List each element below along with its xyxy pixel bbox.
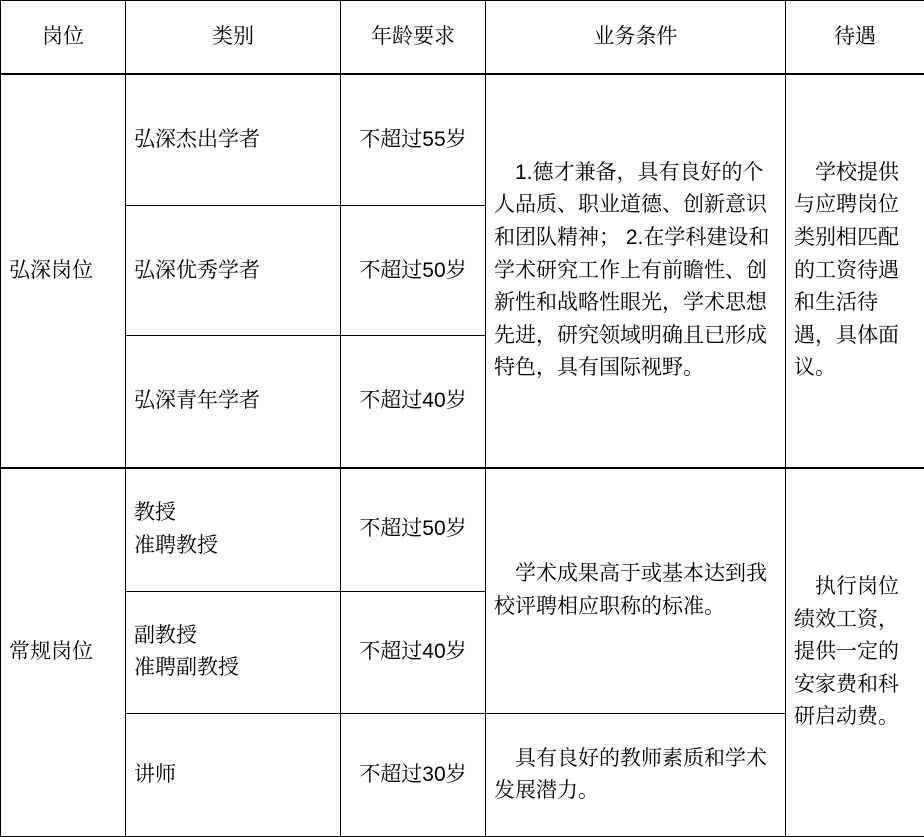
column-header-age: 年龄要求 — [341, 1, 486, 75]
category-cell: 弘深优秀学者 — [126, 206, 341, 336]
category-line-2: 准聘教授 — [134, 533, 218, 557]
table-header — [1, 1, 924, 75]
category-line-1: 副教授 — [134, 623, 197, 647]
post-group-hongshen: 弘深岗位 — [1, 74, 126, 468]
category-cell: 弘深青年学者 — [126, 336, 341, 468]
column-header-condition: 业务条件 — [486, 1, 786, 75]
category-cell — [126, 468, 341, 591]
category-cell — [126, 714, 341, 837]
table-row — [1, 74, 924, 206]
condition-cell — [486, 468, 786, 714]
pay-cell — [786, 74, 924, 468]
age-cell: 不超过30岁 — [341, 714, 486, 837]
age-cell: 不超过40岁 — [341, 336, 486, 468]
category-cell — [126, 591, 341, 714]
pay-text: 执行岗位绩效工资，提供一定的安家费和科研启动费。 — [794, 574, 899, 729]
condition-cell — [486, 714, 786, 837]
category-cell: 弘深杰出学者 — [126, 74, 341, 206]
pay-cell — [786, 468, 924, 837]
condition-text: 学术成果高于或基本达到我校评聘相应职称的标准。 — [494, 562, 767, 618]
column-header-pay: 待遇 — [786, 1, 924, 75]
table-row — [1, 468, 924, 591]
age-cell: 不超过50岁 — [341, 468, 486, 591]
age-cell: 不超过40岁 — [341, 591, 486, 714]
condition-text: 具有良好的教师素质和学术发展潜力。 — [494, 746, 767, 803]
category-line-1: 教授 — [134, 501, 176, 525]
condition-text: 1.德才兼备，具有良好的个人品质、职业道德、创新意识和团队精神； 2.在学科建设和学术研究工作上有前瞻性、创新性和战略性眼光，学术思想先进，研究领域明确且已形成特色，具有国际视野。 — [494, 160, 770, 380]
category-line-2: 准聘副教授 — [134, 656, 239, 680]
post-group-regular: 常规岗位 — [1, 468, 126, 837]
table-header-row — [1, 1, 924, 75]
column-header-category: 类别 — [126, 1, 341, 75]
age-cell: 不超过55岁 — [341, 74, 486, 206]
age-cell: 不超过50岁 — [341, 206, 486, 336]
pay-text: 学校提供与应聘岗位类别相匹配的工资待遇和生活待遇，具体面议。 — [794, 160, 899, 380]
table-body — [1, 74, 924, 837]
column-header-post: 岗位 — [1, 1, 126, 75]
condition-cell — [486, 74, 786, 468]
table-row — [1, 714, 924, 837]
category-line-1: 讲师 — [134, 762, 176, 786]
